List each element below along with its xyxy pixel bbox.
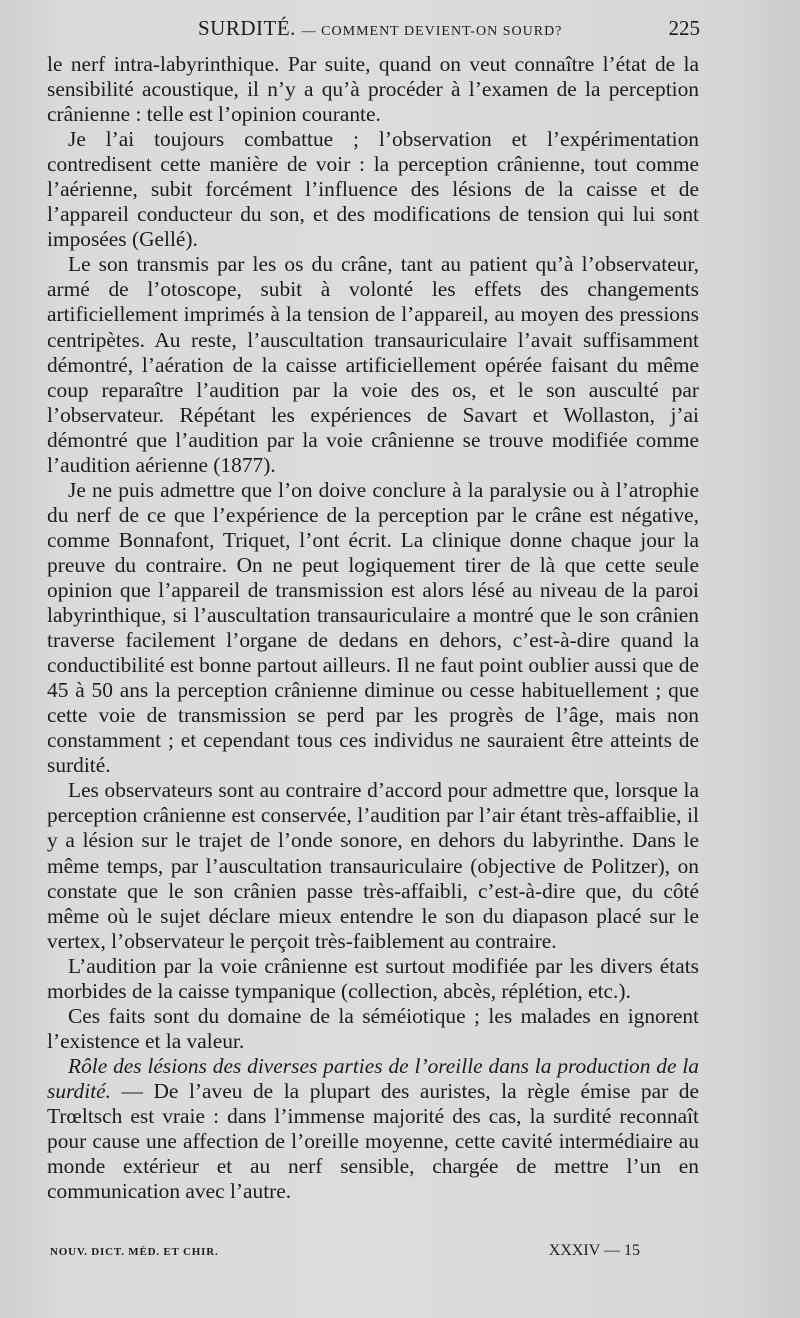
- header-title: SURDITÉ.: [198, 16, 296, 40]
- paragraph: Le son transmis par les os du crâne, tant au patient qu’à l’observateur, armé de l’otoscope, subit à volonté les effets des changements artificiellement imprimés à la tension de l’appareil, au moyen des pressions centripètes. Au reste, l’auscultation transauriculaire l’avait suffisamment démontré, l’aération de la caisse artificiellement opérée faisant du même coup reparaître l’audition par la voie des os, et le son ausculté par l’observateur. Répétant les expériences de Savart et Wollaston, j’ai démontré que l’audition par la voie crânienne se trouve modifiée comme l’audition aérienne (1877).: [47, 252, 699, 477]
- footer-volume: XXXIV — 15: [548, 1242, 640, 1259]
- paragraph: Ces faits sont du domaine de la séméiotique ; les malades en ignorent l’existence et la valeur.: [47, 1003, 699, 1053]
- paragraph: Je ne puis admettre que l’on doive conclure à la paralysie ou à l’atrophie du nerf de ce que l’expérience de la perception par le crâne est négative, comme Bonnafont, Triquet, l’ont écrit. La clinique donne chaque jour la preuve du contraire. On ne peut logiquement tirer de là que cette seule opinion que l’appareil de transmission est alors lésé au niveau de la paroi labyrinthique, si l’auscultation transauriculaire a montré que le son crânien traverse facilement l’organe de dedans en dehors, c’est-à-dire quand la conductibilité est bonne partout ailleurs. Il ne faut point oublier aussi que de 45 à 50 ans la perception crânienne diminue ou cesse habituellement ; que cette voie de transmission se perd par les progrès de l’âge, mais non constamment ; et cependant tous ces individus ne sauraient être atteints de surdité.: [47, 477, 699, 778]
- paragraph: Je l’ai toujours combattue ; l’observation et l’expérimentation contredisent cette manière de voir : la perception crânienne, tout comme l’aérienne, subit forcément l’influence des lésions de la caisse et de l’appareil conducteur du son, et des modifications de tension qui lui sont imposées (Gellé).: [47, 127, 699, 252]
- page-number: 225: [668, 16, 700, 40]
- running-title: [198, 16, 562, 41]
- paragraph: le nerf intra-labyrinthique. Par suite, quand on veut connaître l’état de la sensibilité acoustique, il n’y a qu’à procéder à l’examen de la perception crânienne : telle est l’opinion courante.: [47, 52, 699, 127]
- footer-signature: NOUV. DICT. MÉD. ET CHIR.: [50, 1246, 219, 1258]
- header-subtitle: — COMMENT DEVIENT-ON SOURD?: [301, 24, 563, 39]
- section-paragraph: [47, 1054, 699, 1204]
- body-text: [47, 52, 699, 1204]
- section-heading: Rôle des lésions des diverses parties de l’oreille dans la production de la surdité.: [47, 1053, 699, 1103]
- paragraph: L’audition par la voie crânienne est surtout modifiée par les divers états morbides de la caisse tympanique (collection, abcès, réplétion, etc.).: [47, 953, 699, 1003]
- running-header: [48, 14, 700, 44]
- paragraph: Les observateurs sont au contraire d’accord pour admettre que, lorsque la perception crânienne est conservée, l’audition par l’air étant très-affaiblie, il y a lésion sur le trajet de l’onde sonore, en dehors du labyrinthe. Dans le même temps, par l’auscultation transauriculaire (objective de Politzer), on constate que le son crânien passe très-affaibli, c’est-à-dire que, du côté même où le sujet déclare mieux entendre le son du diapason placé sur le vertex, l’observateur le perçoit très-faiblement au contraire.: [47, 778, 699, 953]
- page-footer: [50, 1242, 640, 1264]
- section-text: — De l’aveu de la plupart des auristes, la règle émise par de Trœltsch est vraie : dans l’immense majorité des cas, la surdité reconnaît pour cause une affection de l’oreille moyenne, cette cavité intermédiaire au monde extérieur et au nerf sensible, chargée de mettre l’un en communication avec l’autre.: [47, 1078, 699, 1204]
